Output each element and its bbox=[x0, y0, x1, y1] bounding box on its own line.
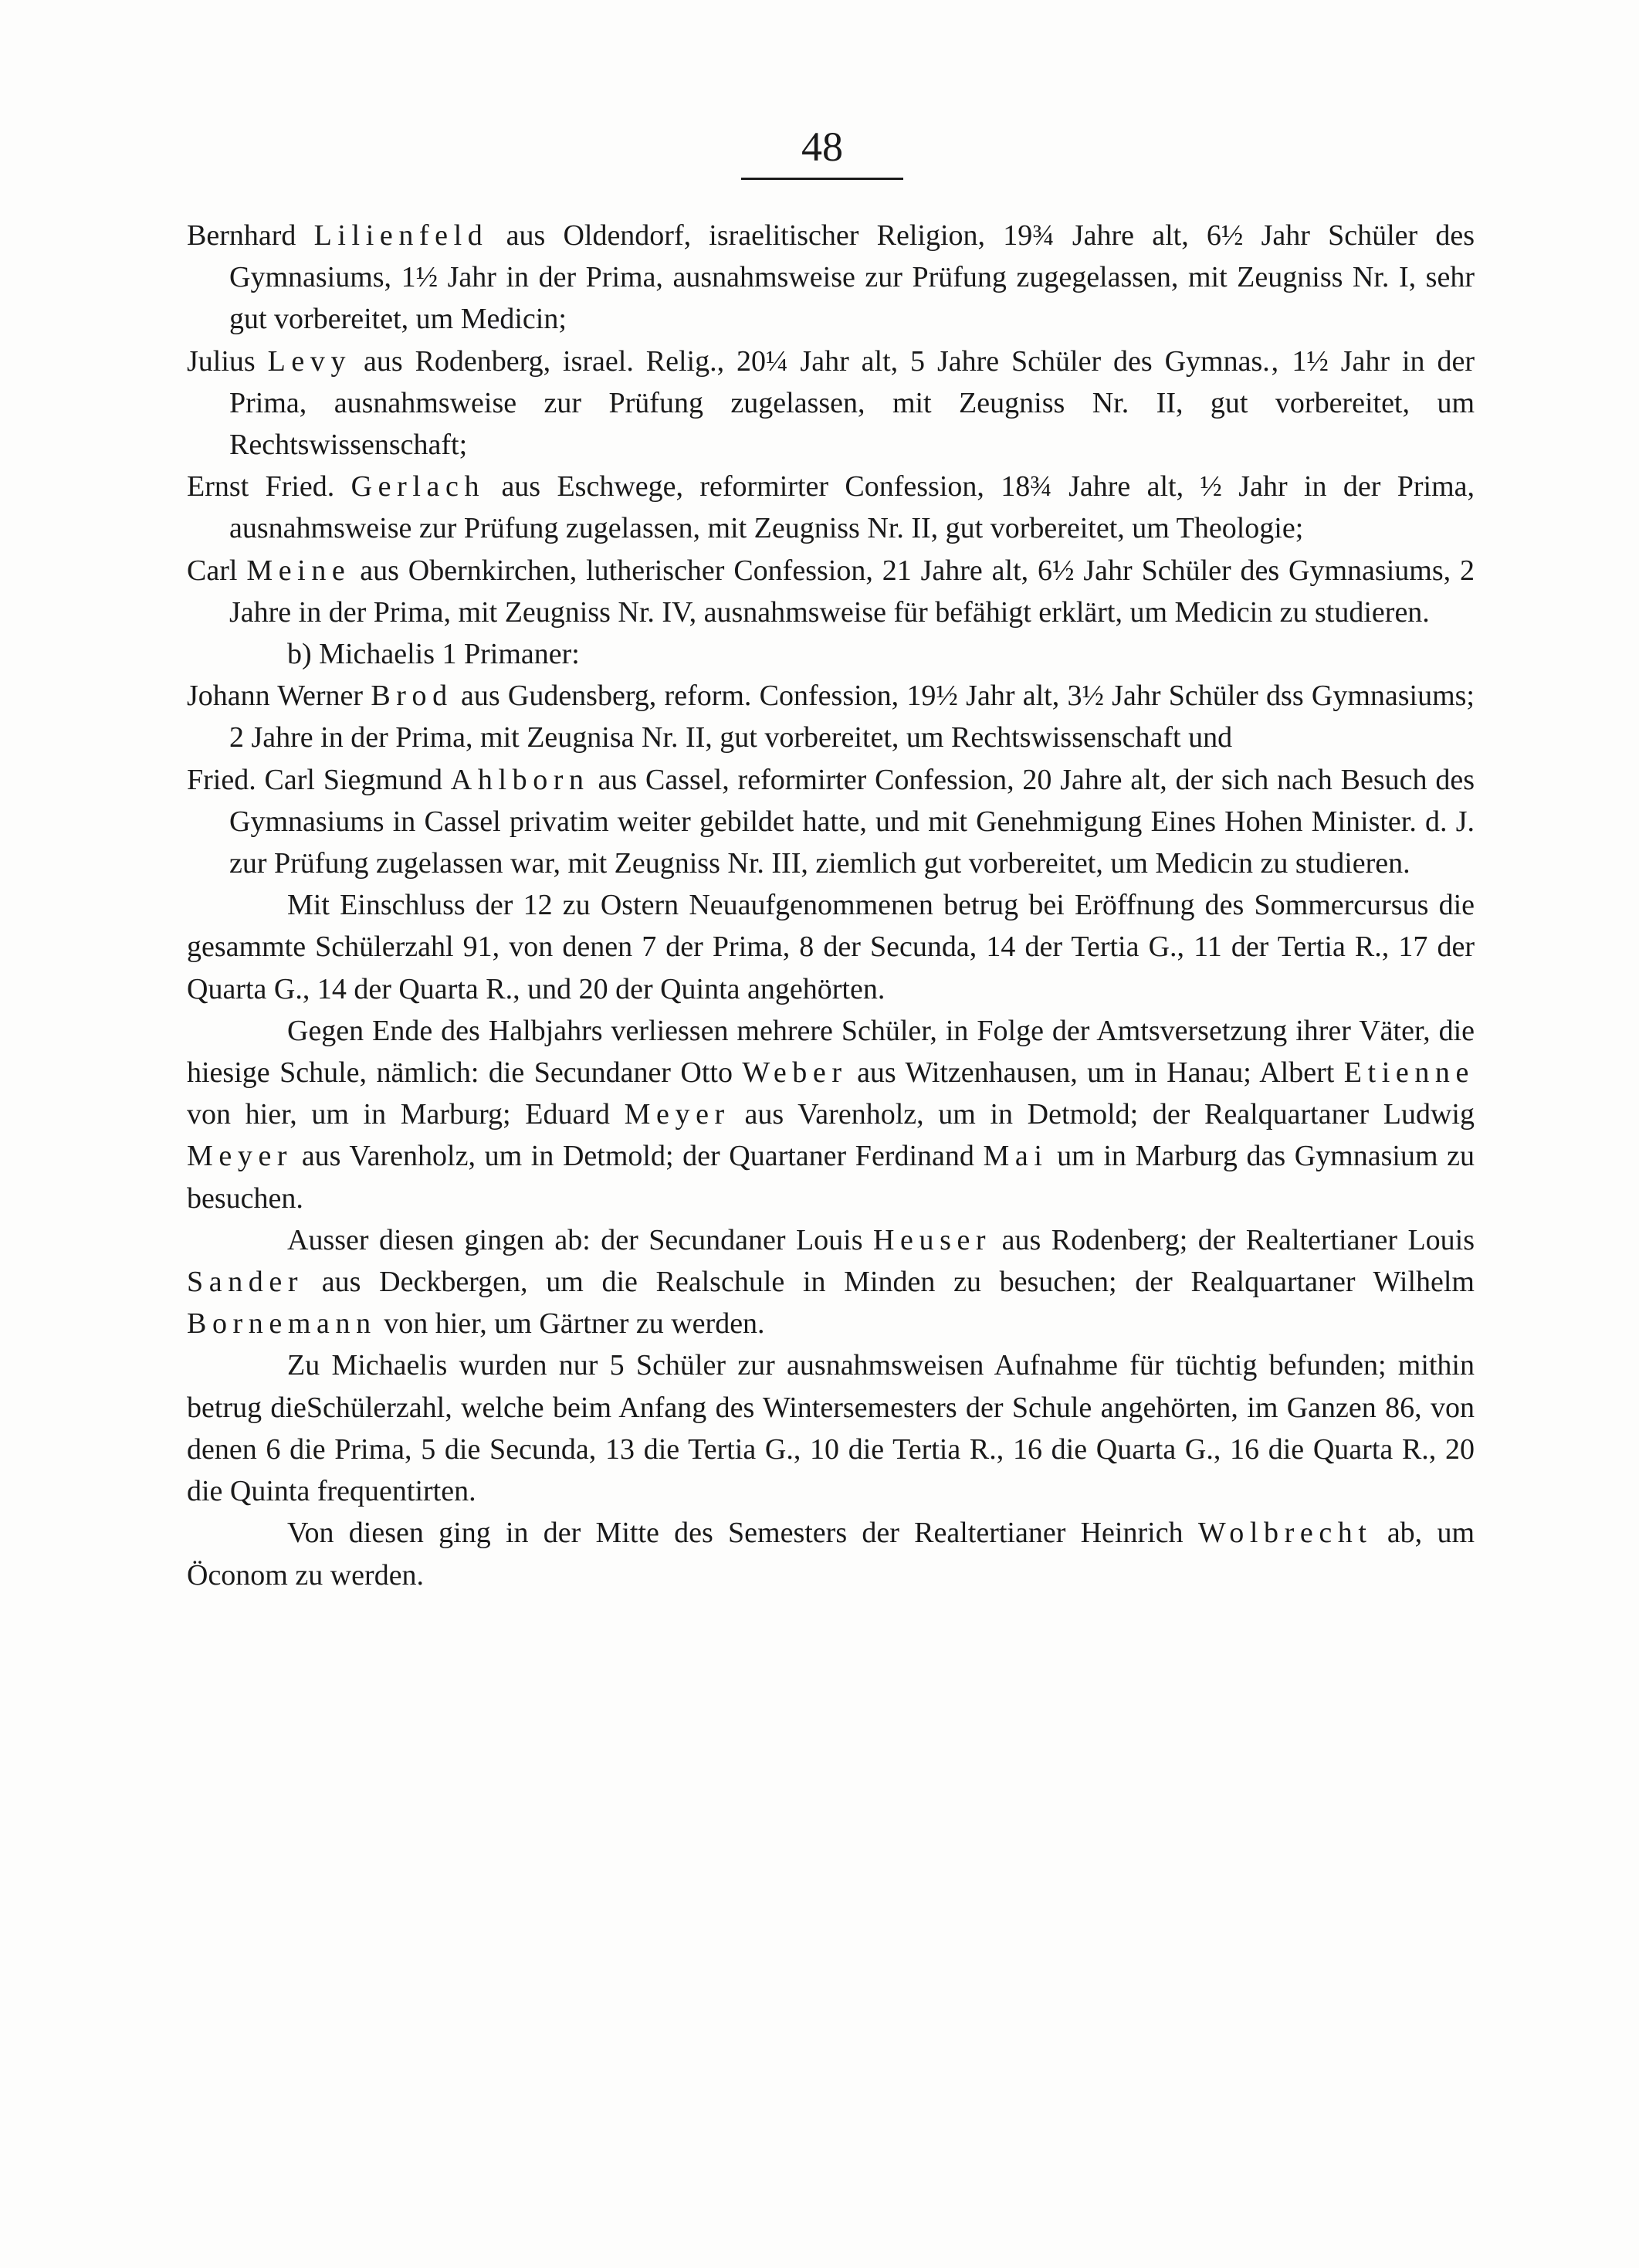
student-name: Ahlborn bbox=[450, 763, 590, 796]
paragraph-michaelis-enrollment: Zu Michaelis wurden nur 5 Schüler zur ausnahmsweisen Aufnahme für tüchtig befunden; mithin betrug dieSchülerzahl, welche beim Anfang des Wintersemesters der Schule angehörten, im Ganzen 86, von denen 6 die Prima, 5 die Secunda, 13 die Tertia G., 10 die Tertia R., 16 die Quarta G., 16 die Quarta R., 20 die Quinta frequentirten. bbox=[187, 1349, 1475, 1508]
subheading-michaelis: b) Michaelis 1 Primaner: bbox=[287, 638, 580, 671]
student-entry-brod bbox=[187, 675, 1475, 758]
entry-prefix: Julius bbox=[187, 344, 268, 378]
text-run: Gegen Ende des Halbjahrs verliessen mehrere Schüler, in Folge der Amtsversetzung ihrer Väter, die hiesige Schule, nämlich: die Secundaner Otto bbox=[187, 1014, 1475, 1090]
entry-prefix: Carl bbox=[187, 554, 247, 587]
entry-prefix: Ernst Fried. bbox=[187, 470, 351, 503]
student-name: Meyer bbox=[624, 1098, 730, 1131]
entry-prefix: Johann Werner bbox=[187, 680, 371, 713]
student-name: Mai bbox=[983, 1140, 1048, 1173]
paragraph-sommercursus: Mit Einschluss der 12 zu Ostern Neuaufgenommenen betrug bei Eröffnung des Sommercursus die gesammte Schülerzahl 91, von denen 7 der Prima, 8 der Secunda, 14 der Tertia G., 11 der Tertia R., 17 der Quarta G., 14 der Quarta R., und 20 der Quinta angehörten. bbox=[187, 889, 1475, 1005]
text-run: aus Witzenhausen, um in Hanau; Albert bbox=[847, 1056, 1344, 1090]
student-name: Bornemann bbox=[187, 1307, 377, 1341]
text-run: ab, um Öconom zu werden. bbox=[187, 1517, 1475, 1592]
student-name: Lilienfeld bbox=[313, 219, 489, 252]
paragraph-departures bbox=[187, 1010, 1475, 1219]
student-name: Weber bbox=[742, 1056, 848, 1090]
text-run: aus Varenholz, um in Detmold; der Realquartaner Ludwig bbox=[730, 1098, 1475, 1131]
paragraph-further-departures bbox=[187, 1219, 1475, 1345]
paragraph-wolbrecht bbox=[187, 1512, 1475, 1595]
text-run: aus Deckbergen, um die Realschule in Minden zu besuchen; der Realquartaner Wilhelm bbox=[303, 1266, 1475, 1299]
student-entry-gerlach bbox=[187, 466, 1475, 549]
text-run: aus Varenholz, um in Detmold; der Quartaner Ferdinand bbox=[293, 1140, 984, 1173]
student-name: Sander bbox=[187, 1266, 304, 1299]
text-run: Ausser diesen gingen ab: der Secundaner Louis bbox=[287, 1223, 873, 1256]
student-name: Etienne bbox=[1343, 1056, 1475, 1090]
entry-text: aus Eschwege, reformirter Confession, 18¾ Jahre alt, ½ Jahr in der Prima, ausnahmsweise zur Prüfung zugelassen, mit Zeugniss Nr. II, gut vorbereitet, um Theologie; bbox=[229, 470, 1475, 545]
body-text bbox=[187, 215, 1475, 1596]
student-entry-levy bbox=[187, 341, 1475, 466]
student-name: Heuser bbox=[872, 1223, 992, 1256]
text-run: von hier, um in Marburg; Eduard bbox=[187, 1098, 625, 1131]
page-number: 48 bbox=[801, 124, 843, 170]
text-run: aus Rodenberg; der Realtertianer Louis bbox=[991, 1223, 1475, 1256]
student-name: Levy bbox=[267, 344, 352, 378]
student-name: Meyer bbox=[187, 1140, 293, 1173]
student-name: Gerlach bbox=[350, 470, 486, 503]
text-run: um in Marburg das Gymnasium zu besuchen. bbox=[187, 1140, 1475, 1215]
student-name: Wolbrecht bbox=[1197, 1517, 1373, 1550]
student-entry-ahlborn bbox=[187, 759, 1475, 885]
student-entry-lilienfeld bbox=[187, 215, 1475, 341]
text-run: Von diesen ging in der Mitte des Semesters der Realtertianer Heinrich bbox=[287, 1517, 1198, 1550]
entry-text: aus Obernkirchen, lutherischer Confession, 21 Jahre alt, 6½ Jahr Schüler des Gymnasiums, 2 Jahre in der Prima, mit Zeugniss Nr. IV, ausnahmsweise für befähigt erklärt, um Medicin zu studieren. bbox=[229, 554, 1475, 629]
page-number-rule bbox=[741, 178, 903, 180]
entry-text: aus Rodenberg, israel. Relig., 20¼ Jahr alt, 5 Jahre Schüler des Gymnas.‚ 1½ Jahr in der Prima, ausnahmsweise zur Prüfung zugelassen, mit Zeugniss Nr. II, gut vorbereitet, um Rechtswissenschaft; bbox=[229, 344, 1475, 462]
entry-text: aus Oldendorf, israelitischer Religion, 19¾ Jahre alt, 6½ Jahr Schüler des Gymnasiums, 1½ Jahr in der Prima, ausnahmsweise zur Prüfung zugegelassen, mit Zeugniss Nr. I, sehr gut vorbereitet, um Medicin; bbox=[229, 219, 1475, 336]
student-name: Brod bbox=[371, 680, 453, 713]
entry-text: aus Gudensberg, reform. Confession, 19½ Jahr alt, 3½ Jahr Schüler dss Gymnasiums; 2 Jahre in der Prima, mit Zeugnisa Nr. II, gut vorbereitet, um Rechtswissenschaft und bbox=[229, 680, 1475, 754]
entry-prefix: Fried. Carl Siegmund bbox=[187, 763, 451, 796]
student-entry-meine bbox=[187, 550, 1475, 633]
text-run: von hier, um Gärtner zu werden. bbox=[376, 1307, 765, 1341]
entry-prefix: Bernhard bbox=[187, 219, 314, 252]
entry-text: aus Cassel, reformirter Confession, 20 Jahre alt, der sich nach Besuch des Gymnasiums in Cassel privatim weiter gebildet hatte, und mit Genehmigung Eines Hohen Minister. d. J. zur Prüfung zugelassen war, mit Zeugniss Nr. III, ziemlich gut vorbereitet, um Medicin zu studieren. bbox=[229, 763, 1475, 880]
student-name: Meine bbox=[246, 554, 351, 587]
